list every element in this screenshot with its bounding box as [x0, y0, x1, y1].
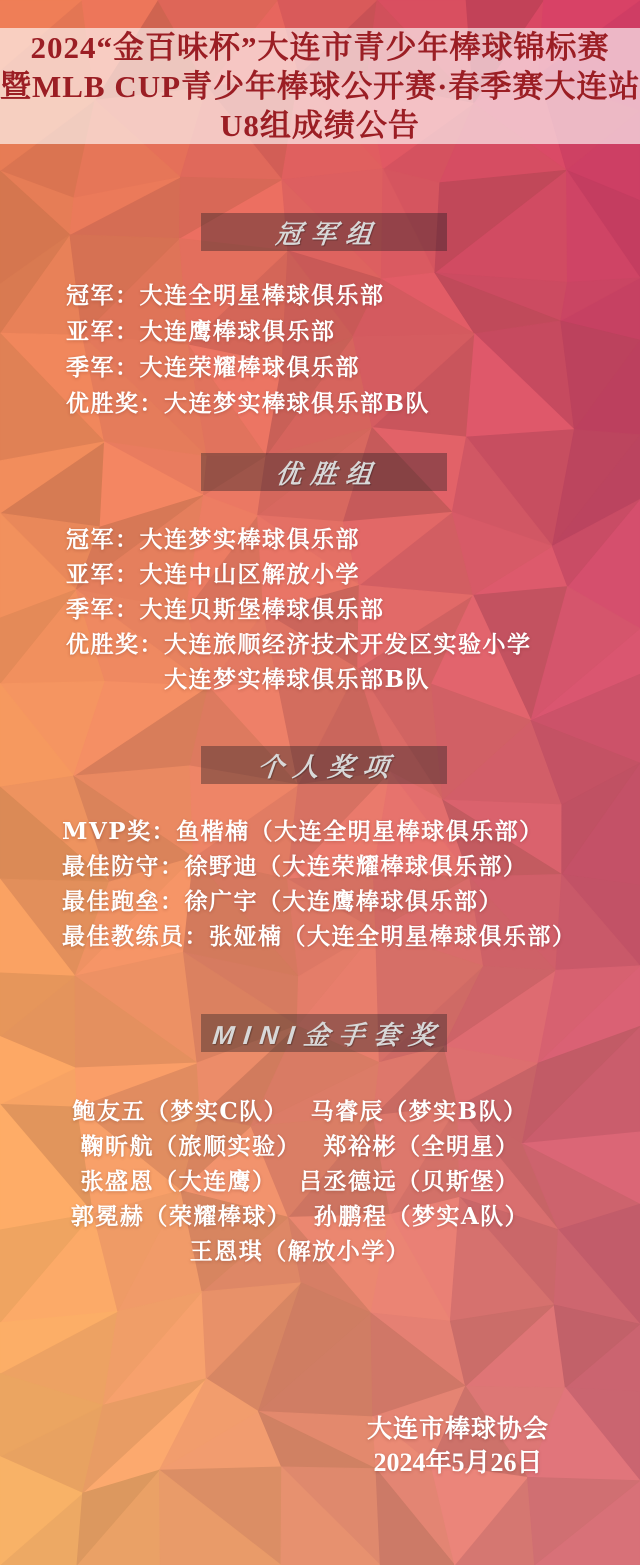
award-line: 最佳防守：徐野迪（大连荣耀棒球俱乐部） [62, 853, 528, 880]
award-line: 张盛恩（大连鹰） 吕丞德远（贝斯堡） [80, 1168, 520, 1195]
section-header-winners-group: 优胜组 [274, 458, 383, 489]
award-line: 鞠昕航（旅顺实验） 郑裕彬（全明星） [80, 1133, 520, 1160]
poster-title-line-3: U8组成绩公告 [220, 107, 420, 143]
award-line: 鲍友五（梦实C队） 马睿辰（梦实B队） [72, 1098, 528, 1125]
section-header-champion-group: 冠军组 [274, 218, 383, 249]
section-body-winners-group [66, 522, 626, 697]
award-line: 大连梦实棒球俱乐部B队 [66, 666, 430, 693]
section-body-mini-golden-glove [0, 1094, 600, 1269]
title-banner [0, 28, 640, 144]
section-banner-mini-golden-glove [201, 1014, 447, 1052]
award-line: 冠军：大连梦实棒球俱乐部 [66, 526, 360, 553]
award-line: MVP奖：鱼楷楠（大连全明星棒球俱乐部） [62, 818, 544, 845]
issue-date: 2024年5月26日 [373, 1448, 543, 1477]
award-line: 冠军：大连全明星棒球俱乐部 [66, 282, 385, 309]
award-line: 亚军：大连鹰棒球俱乐部 [66, 318, 336, 345]
issuing-organization: 大连市棒球协会 [366, 1415, 549, 1443]
poster-title-line-2: 暨MLB CUP青少年棒球公开赛·春季赛大连站 [0, 68, 640, 104]
section-body-champion-group [66, 278, 626, 422]
award-line: 季军：大连贝斯堡棒球俱乐部 [66, 596, 385, 623]
award-line: 最佳跑垒：徐广宇（大连鹰棒球俱乐部） [62, 888, 503, 915]
award-line: 季军：大连荣耀棒球俱乐部 [66, 354, 360, 381]
section-header-individual-awards: 个人奖项 [256, 751, 400, 782]
section-header-mini-golden-glove: MINI金手套奖 [211, 1019, 446, 1050]
award-line: 优胜奖：大连梦实棒球俱乐部B队 [66, 390, 430, 417]
section-banner-champion-group [201, 213, 447, 251]
award-line: 优胜奖：大连旅顺经济技术开发区实验小学 [66, 631, 532, 658]
award-line: 亚军：大连中山区解放小学 [66, 561, 360, 588]
poster-title-line-1: 2024“金百味杯”大连市青少年棒球锦标赛 [30, 29, 610, 65]
section-body-individual-awards [62, 814, 622, 954]
section-banner-individual-awards [201, 746, 447, 784]
award-line: 最佳教练员：张娅楠（大连全明星棒球俱乐部） [62, 923, 577, 950]
section-banner-winners-group [201, 453, 447, 491]
poster-footer [358, 1412, 558, 1480]
award-line: 王恩琪（解放小学） [189, 1238, 411, 1265]
award-line: 郭冕赫（荣耀棒球） 孙鹏程（梦实A队） [70, 1203, 530, 1230]
